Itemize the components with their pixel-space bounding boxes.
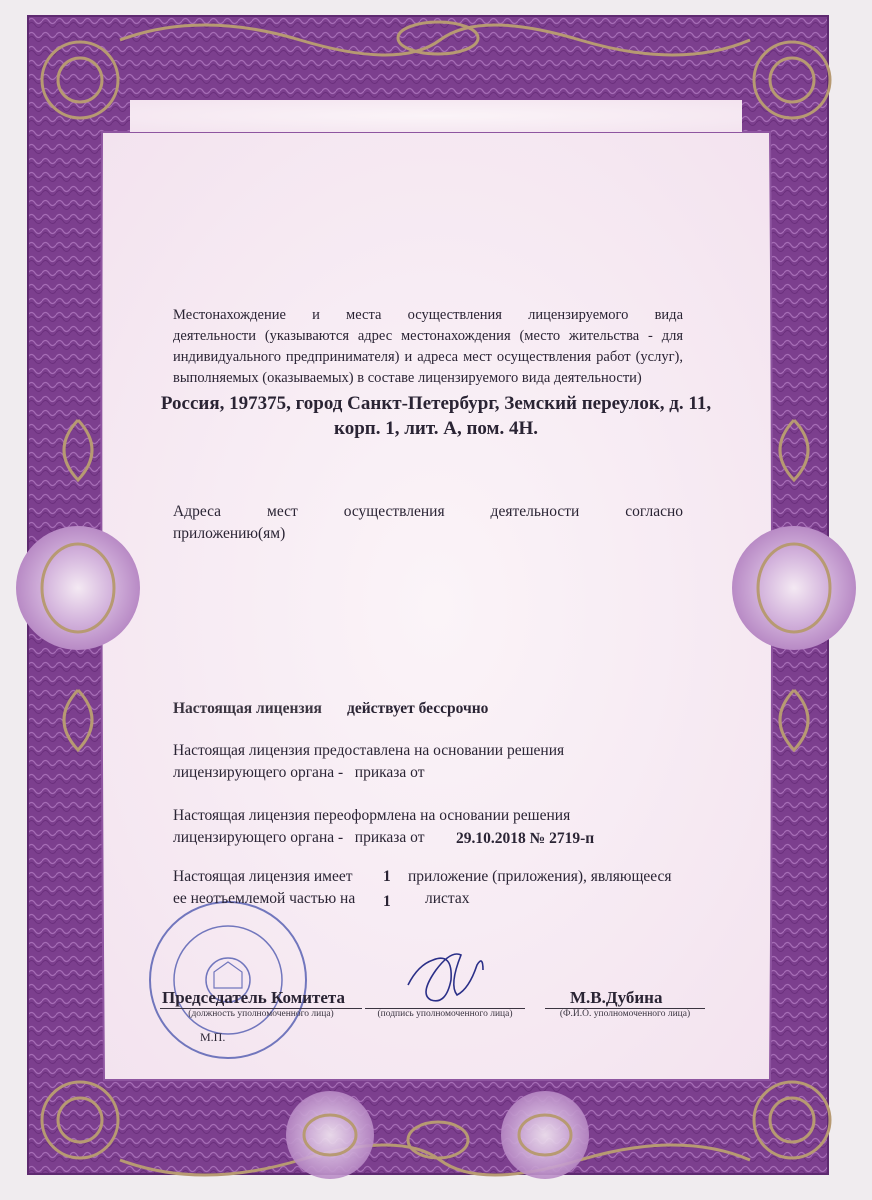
annex-line1-a: Настоящая лицензия имеет xyxy=(173,868,353,885)
address-line2: корп. 1, лит. А, пом. 4Н. xyxy=(334,418,538,439)
annex-line1-b: приложение (приложения), являющееся xyxy=(408,868,672,885)
annex-line2-b: листах xyxy=(425,890,470,907)
location-heading-line3: индивидуального предпринимателя) и адреса мест осуществления работ (услуг), xyxy=(173,349,683,365)
seal-place-label: М.П. xyxy=(200,1030,226,1044)
addresses-line1: Адреса мест осуществления деятельности согласно xyxy=(173,503,683,520)
reissue-order: 29.10.2018 № 2719-п xyxy=(456,830,595,847)
reissued-line1: Настоящая лицензия переоформлена на основании решения xyxy=(173,807,571,824)
reissued-line2: лицензирующего органа - приказа от xyxy=(173,829,425,846)
signatory-position: Председатель Комитета xyxy=(162,988,345,1007)
location-heading-line2: деятельности (указываются адрес местонахождения (место жительства - для xyxy=(173,328,683,344)
granted-line2: лицензирующего органа - приказа от xyxy=(173,764,425,781)
annex-line2-a: ее неотъемлемой частью на xyxy=(173,890,356,907)
location-heading-line1: Местонахождение и места осуществления лицензируемого вида xyxy=(173,307,683,323)
position-caption: (должность уполномоченного лица) xyxy=(188,1009,334,1019)
validity-value: действует бессрочно xyxy=(347,700,489,717)
location-heading-line4: выполняемых (оказываемых) в составе лицензируемого вида деятельности) xyxy=(173,370,642,386)
annex-count: 1 xyxy=(383,868,391,885)
addresses-line2: приложению(ям) xyxy=(173,525,286,542)
granted-line1: Настоящая лицензия предоставлена на основании решения xyxy=(173,742,565,759)
name-caption: (Ф.И.О. уполномоченного лица) xyxy=(559,1009,691,1019)
signature-caption: (подпись уполномоченного лица) xyxy=(377,1009,513,1019)
annex-sheets: 1 xyxy=(383,893,391,910)
signatory-name: М.В.Дубина xyxy=(570,988,663,1007)
validity-label: Настоящая лицензия xyxy=(173,700,322,717)
address-line1: Россия, 197375, город Санкт-Петербург, Земский переулок, д. 11, xyxy=(160,393,712,414)
